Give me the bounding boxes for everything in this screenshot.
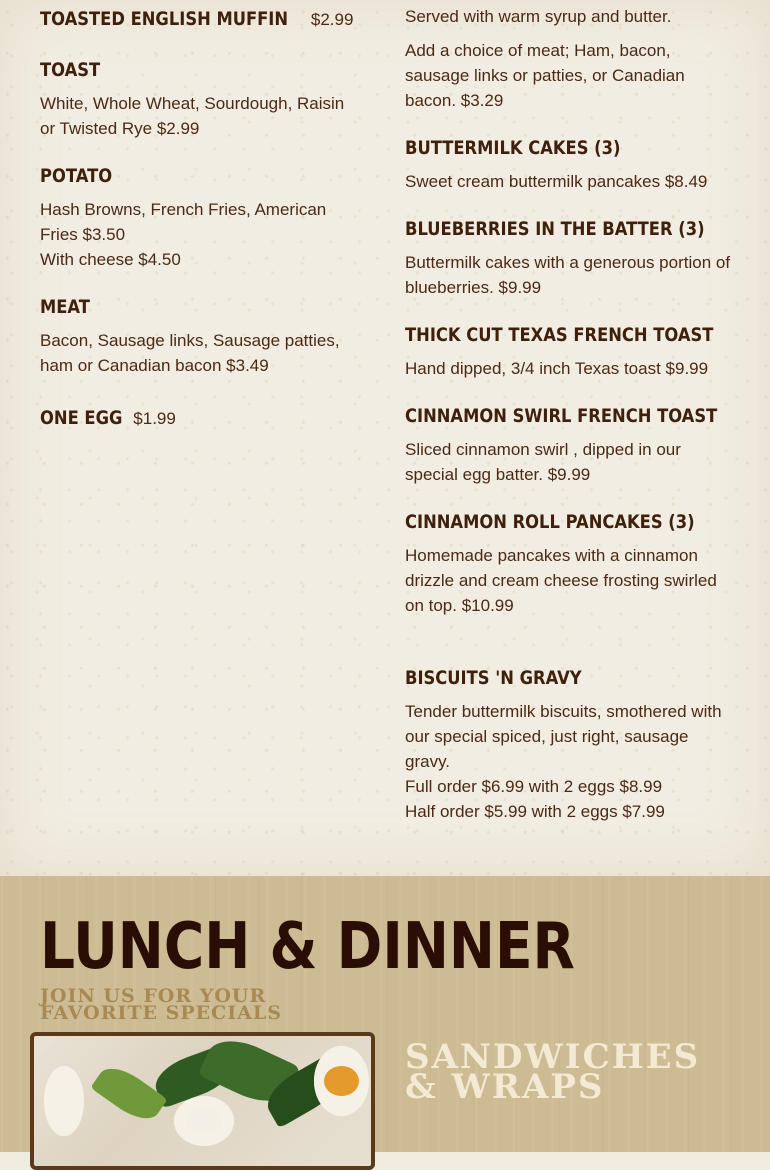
- item-heading: THICK CUT TEXAS FRENCH TOAST: [405, 324, 714, 346]
- item-heading: TOASTED ENGLISH MUFFIN: [40, 8, 289, 30]
- menu-item: [40, 405, 362, 431]
- item-heading: MEAT: [40, 296, 90, 318]
- item-heading: POTATO: [40, 165, 113, 187]
- item-heading: TOAST: [40, 59, 101, 81]
- food-photo: [30, 1032, 375, 1170]
- egg-shape: [44, 1066, 84, 1136]
- menu-item: [405, 135, 735, 194]
- item-description-extra: With cheese $4.50: [40, 250, 181, 269]
- menu-item: [40, 57, 362, 141]
- item-heading: BISCUITS 'N GRAVY: [405, 667, 582, 689]
- yolk-shape: [324, 1066, 359, 1096]
- item-description-half: Half order $5.99 with 2 eggs $7.99: [405, 802, 665, 821]
- item-heading: BLUEBERRIES IN THE BATTER (3): [405, 218, 705, 240]
- lunch-dinner-section: [0, 876, 770, 1152]
- item-heading: CINNAMON SWIRL FRENCH TOAST: [405, 405, 718, 427]
- menu-item: [405, 403, 735, 487]
- item-heading: CINNAMON ROLL PANCAKES (3): [405, 511, 695, 533]
- menu-item: [40, 163, 362, 272]
- item-price: $1.99: [133, 409, 176, 428]
- item-description: Buttermilk cakes with a generous portion of blueberries. $9.99: [405, 253, 731, 297]
- item-heading: BUTTERMILK CAKES (3): [405, 137, 621, 159]
- item-description-full: Full order $6.99 with 2 eggs $8.99: [405, 777, 663, 796]
- menu-item: [405, 509, 735, 618]
- item-heading: ONE EGG: [40, 407, 123, 429]
- section-subtitle: JOIN US FOR YOUR FAVORITE SPECIALS: [40, 985, 282, 1024]
- leaf-shape: [90, 1059, 167, 1128]
- item-description: Homemade pancakes with a cinnamon drizzle and cream cheese frosting swirled on top. $10.99: [405, 546, 717, 615]
- menu-item: [40, 294, 362, 378]
- sandwiches-wraps-heading: SANDWICHES & WRAPS: [405, 1037, 701, 1107]
- menu-item: [405, 665, 735, 824]
- item-description: Hand dipped, 3/4 inch Texas toast $9.99: [405, 359, 709, 378]
- addon-text: Add a choice of meat; Ham, bacon, sausage links or patties, or Canadian bacon. $3.29: [405, 41, 685, 110]
- item-price: $2.99: [310, 10, 354, 29]
- item-description-cut: Served with warm syrup and butter.: [405, 7, 672, 26]
- egg-shape: [174, 1096, 234, 1146]
- menu-item: [405, 322, 735, 381]
- menu-item: [40, 6, 362, 32]
- menu-item: [405, 216, 735, 300]
- item-description: Sweet cream buttermilk pancakes $8.49: [405, 172, 708, 191]
- item-description: White, Whole Wheat, Sourdough, Raisin or Twisted Rye $2.99: [40, 94, 345, 138]
- item-description: Bacon, Sausage links, Sausage patties, ham or Canadian bacon $3.49: [40, 331, 340, 375]
- item-description: Tender buttermilk biscuits, smothered with our special spiced, just right, sausage gravy.: [405, 702, 722, 771]
- item-description: Sliced cinnamon swirl , dipped in our special egg batter. $9.99: [405, 440, 681, 484]
- item-description: Hash Browns, French Fries, American Fries $3.50: [40, 200, 327, 244]
- section-title: LUNCH & DINNER: [40, 910, 575, 984]
